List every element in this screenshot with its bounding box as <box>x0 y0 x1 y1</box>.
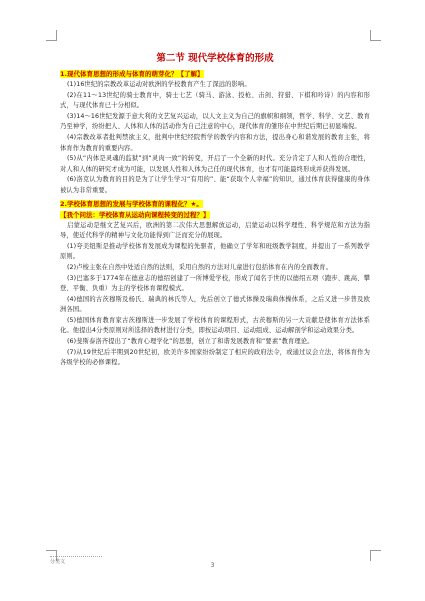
section-2-intro: 启蒙运动是继文艺复兴后，欧洲的第二次伟大思想解放运动，启蒙运动以科学理性、科学规范和方法为指导，使近代科学的精神与文化功能得到广泛而充分的展现。 <box>60 221 370 240</box>
section-1-paragraph: (3)14～16世纪发源于意大利的文艺复兴运动，以人文主义为自己的旗帜和纲领，哲学、科学、文艺、教育乃至神学，纷纷把人、人体和人体的活动作为自己注意的中心，现代体育的雏形在中世纪后期已初显端倪。 <box>60 112 370 131</box>
section-1-paragraph: (6)洛克认为教育的目的是为了让学生学习“有用的”、能“获取个人幸福”的知识，通过体育获得健康的身体被认为非常重要。 <box>60 176 370 194</box>
section-2-question <box>60 210 370 220</box>
section-1-paragraph: (5)从“内体是灵魂的监狱”到“灵肉一致”的转变，开启了一个全新的时代。充分肯定了人和人性的合理性，对人和人体的研究才成为可能，以发展人性和人体为己任的现代体育，也才有可能最终形成并获得发展。 <box>60 155 370 173</box>
section-2-paragraph: (3)巴塞多于1774年在德意志的德绍创建了一所博爱学校，形成了闻名于世的以德绍五项（跑步、跳高、攀登、平衡、负重）为主的学校体育课程模式。 <box>60 274 370 293</box>
document-body <box>60 50 370 369</box>
section-1-paragraph: (2)在11～13世纪的骑士教育中，骑士七艺（骑马、游泳、投枪、击剑、狩猎、下棋和吟诗）的内容和形式，与现代体育已十分相似。 <box>60 91 370 110</box>
section-2-heading <box>60 199 370 209</box>
section-2-paragraph: (2)卢梭主张在自然中处适自然的法则，采用自然的方法对儿童进行包括体育在内的全面教育。 <box>67 263 333 271</box>
crop-mark-top-left <box>46 30 57 41</box>
page-number: 3 <box>210 562 215 569</box>
section-2-heading-text: 2.学校体育思想的发展与学校体育的课程化？★。 <box>60 199 203 208</box>
section-2-paragraph: (1)夸美纽斯是推动学校体育发展成为课程的先驱者，他确立了学年和班级教学制度，并提出了一系列教学原则。 <box>60 242 370 261</box>
crop-mark-bottom-right <box>370 550 381 561</box>
section-1-heading <box>60 69 370 79</box>
section-1-paragraph: (1)16世纪的宗教改革运动对欧洲的学校教育产生了深远的影响。 <box>67 81 251 88</box>
section-1-paragraph: (4)宗教改革者批判禁欲主义，批判中世纪经院哲学的教学内容和方法，提出身心和谐发展的教育主张，将体育作为教育的重要内容。 <box>60 133 370 152</box>
footer-note: 分类文 <box>50 556 102 565</box>
section-2-paragraph: (7)从19世纪后半期到20世纪初，欧美许多国家纷纷制定了相应的政府法令，或通过议会立法，将体育作为各级学校的必修课程。 <box>60 348 370 367</box>
crop-mark-top-right <box>370 30 381 41</box>
section-1-heading-text: 1.现代体育思想的形成与体育的萌芽化？【了解】 <box>60 70 204 78</box>
section-2-question-text: 【我个问法：学校体育从运动向课程转变的过程？】 <box>60 210 210 219</box>
page-title: 第二节 现代学校体育的形成 <box>156 53 274 64</box>
section-2-paragraph: (6)斐斯泰洛齐提出了“教育心理学化”的思想，创立了和谐发展教育和“要素”教育理论。 <box>67 338 314 346</box>
section-2-paragraph: (4)德国的古茨穆斯及杨氏、瑞典的林氏等人，先后创立了德式体操及瑞典体操体系，之后又进一步普及欧洲各国。 <box>60 295 370 314</box>
section-2-paragraph: (5)德国体育教育家古茨穆斯进一步发展了学校体育的课程形式，古茨穆斯的另一大贡献是使体育方法体系化。他提出4分类原则对所选择的教材进行分类，即按运动项目、运动组成、运动解剖学和运动效果分类。 <box>60 316 370 335</box>
